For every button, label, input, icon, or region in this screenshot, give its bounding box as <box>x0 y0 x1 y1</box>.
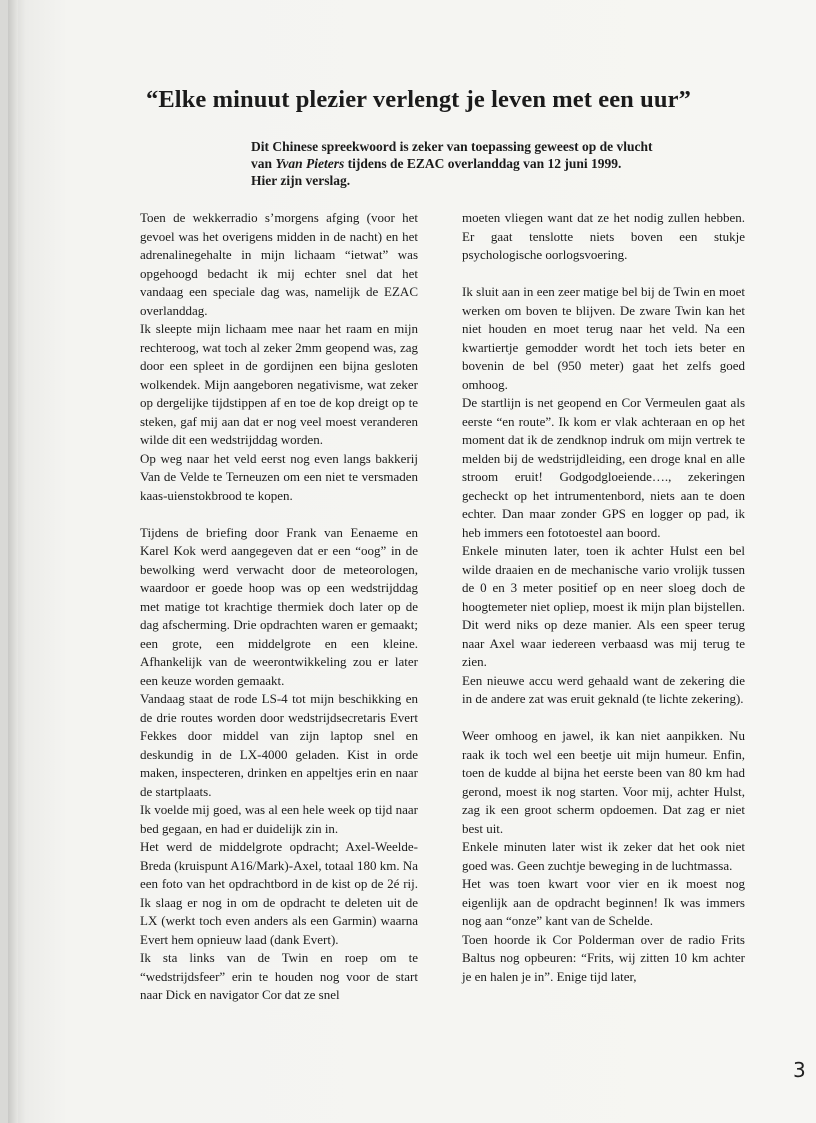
paragraph: Op weg naar het veld eerst nog even langs bakkerij Van de Velde te Terneuzen om een niet te versmaden kaas-uienstokbrood te kopen. <box>140 450 418 503</box>
paragraph: Het werd de middelgrote opdracht; Axel-Weelde-Breda (kruispunt A16/Mark)-Axel, totaal 180 km. Na een foto van het opdrachtbord in de kist op de 2é rij. Ik slaag er nog in om de opdracht te deleten uit de LX (werkt toch even anders als een Garmin) waarna Evert hem opnieuw laad (dank Evert). <box>140 839 418 947</box>
paragraph: Enkele minuten later, toen ik achter Hulst een bel wilde draaien en de mechanische vario vrolijk tussen de 0 en 3 meter positief op en neer sloeg doch de hoogtemeter niet opliep, moest ik mijn plan bijstellen. Dit werd niks op deze manier. Als een speer terug naar Axel waar iedereen verbaasd was mij terug te zien. <box>462 543 745 669</box>
paragraph: Enkele minuten later wist ik zeker dat het ook niet goed was. Geen zuchtje beweging in de luchtmassa. <box>462 839 745 873</box>
intro-line-3: Hier zijn verslag. <box>251 173 351 188</box>
intro-line-2-end: tijdens de EZAC overlanddag van 12 juni 1999. <box>344 156 622 171</box>
paragraph: Vandaag staat de rode LS-4 tot mijn beschikking en de drie routes worden door wedstrijdsecretaris Evert Fekkes door middel van zijn laptop snel en deskundig in de LX-4000 geladen. Kist in orde maken, inspecteren, drinken en appeltjes erin en naar de startplaats. <box>140 691 418 799</box>
paragraph: Weer omhoog en jawel, ik kan niet aanpikken. Nu raak ik toch wel een beetje uit mijn humeur. Enfin, toen de kudde al bijna het eerste been van 80 km had gerond, moest ik nog starten. Voor mij, achter Hulst, zag ik een groot scherm opdoemen. Dat zag er niet best uit. <box>462 728 745 836</box>
page-spine-shadow <box>8 0 18 1123</box>
paragraph: Ik sleepte mijn lichaam mee naar het raam en mijn rechteroog, wat toch al zeker 2mm geopend was, zag door een spleet in de gordijnen een bijna gesloten wolkendek. Mijn aangeboren negativisme, wat zeker op dergelijke tijdstippen af en toe de kop dreigt op te steken, gaf mij aan dat er nog veel moest veranderen wilde dit een wedstrijddag worden. <box>140 321 418 447</box>
intro-line-2-start: van <box>251 156 276 171</box>
paragraph: Ik voelde mij goed, was al een hele week op tijd naar bed gegaan, en had er duidelijk zin in. <box>140 802 418 836</box>
paragraph: De startlijn is net geopend en Cor Vermeulen gaat als eerste “en route”. Ik kom er vlak achteraan en op het moment dat ik de zendknop indruk om mijn vertrek te melden bij de wedstrijdleiding, een droge knal en alle stroom eruit! Godgodgloeiende…., zekeringen gecheckt op het intrumentenbord, niets aan te doen echter. Dan maar zonder GPS en logger op pad, ik heb immers een fototoestel aan boord. <box>462 395 745 540</box>
paragraph: Het was toen kwart voor vier en ik moest nog eigenlijk aan de opdracht beginnen! Ik was immers nog aan “onze” kant van de Schelde. <box>462 876 745 928</box>
paragraph: Ik sluit aan in een zeer matige bel bij de Twin en moet werken om boven te blijven. De zware Twin kan het niet houden en moet terug naar het veld. Na een kwartiertje gemodder wordt het toch iets beter en bovenin de bel (950 meter) gaat het zelfs goed omhoog. <box>462 284 745 392</box>
intro-line-2 <box>251 155 751 172</box>
intro-line-1: Dit Chinese spreekwoord is zeker van toepassing geweest op de vlucht <box>251 139 653 154</box>
paragraph: Ik sta links van de Twin en roep om te “wedstrijdsfeer” erin te houden nog voor de start naar Dick en navigator Cor dat ze snel <box>140 950 418 1002</box>
paragraph: Tijdens de briefing door Frank van Eenaeme en Karel Kok werd aangegeven dat er een “oog” in de bewolking werd verwacht door de meteorologen, waardoor er goede hoop was op een wedstrijddag met matige tot krachtige thermiek doch later op de dag afscherming. Drie opdrachten waren er gemaakt; een grote, een middelgrote en een kleine. Afhankelijk van de weerontwikkeling zou er later een keuze worden gemaakt. <box>140 524 418 688</box>
author-name: Yvan Pieters <box>275 156 345 171</box>
paragraph: Toen de wekkerradio s’morgens afging (voor het gevoel was het overigens midden in de nacht) en het adrenalinegehalte in mijn lichaam “ietwat” was opgehoogd bedacht ik mij echter snel dat het vandaag een speciale dag was, namelijk de EZAC overlanddag. <box>140 210 418 318</box>
page-number: 3 <box>793 1058 806 1082</box>
paragraph: moeten vliegen want dat ze het nodig zullen hebben. Er gaat tenslotte niets boven een stukje psychologische oorlogsvoering. <box>462 210 745 262</box>
magazine-page <box>8 0 816 1123</box>
paragraph: Toen hoorde ik Cor Polderman over de radio Frits Baltus nog opbeuren: “Frits, wij zitten 10 km achter je en halen je in”. Enige tijd later, <box>462 931 745 984</box>
right-column <box>462 209 745 986</box>
left-column <box>140 209 418 1005</box>
paragraph: Een nieuwe accu werd gehaald want de zekering die in de andere zat was eruit geknald (te lichte zekering). <box>462 672 745 706</box>
article-intro <box>251 138 751 189</box>
article-title: “Elke minuut plezier verlengt je leven met een uur” <box>146 86 691 113</box>
